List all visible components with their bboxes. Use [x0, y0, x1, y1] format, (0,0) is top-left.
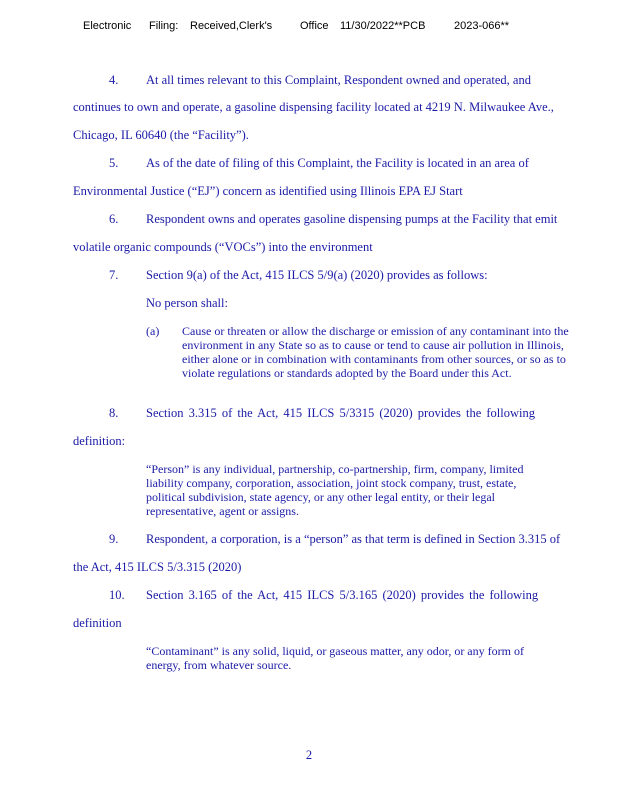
- statute-item-text: Cause or threaten or allow the discharge or emission of any contaminant into the environment in any State so as to cause or tend to cause air pollution in Illinois, either alone or in combination with contaminants from other sources, or so as to violate regulations or standards adopted by the Board under this Act.: [182, 324, 569, 380]
- paragraph-number: 5.: [109, 156, 119, 170]
- contaminant-definition-quote: “Contaminant” is any solid, liquid, or gaseous matter, any odor, or any form of energy, from whatever source.: [146, 644, 524, 672]
- paragraph-6-line-2: volatile organic compounds (“VOCs”) into the environment: [73, 240, 373, 254]
- header-filing: Filing:: [149, 20, 179, 32]
- paragraph-number: 9.: [109, 532, 119, 546]
- header-case-number: 2023-066**: [454, 20, 510, 32]
- paragraph-5-line-2: Environmental Justice (“EJ”) concern as identified using Illinois EPA EJ Start: [73, 184, 463, 198]
- paragraph-10-line-2: definition: [73, 616, 122, 630]
- paragraph-8-line-2: definition:: [73, 434, 126, 448]
- header-date: 11/30/2022**PCB: [340, 20, 426, 32]
- paragraph-4-line-1: At all times relevant to this Complaint, Respondent owned and operated, and: [146, 73, 531, 87]
- header-received: Received,Clerk's: [190, 20, 273, 32]
- page-number: 2: [305, 748, 313, 762]
- paragraph-4-line-2: continues to own and operate, a gasoline dispensing facility located at 4219 N. Milwaukee Ave.,: [73, 100, 554, 114]
- paragraph-10-line-1: Section 3.165 of the Act, 415 ILCS 5/3.165 (2020) provides the following: [146, 588, 539, 602]
- statute-item-label: (a): [146, 324, 160, 338]
- paragraph-4-line-3: Chicago, IL 60640 (the “Facility”).: [73, 128, 249, 142]
- paragraph-9-line-1: Respondent, a corporation, is a “person” as that term is defined in Section 3.315 of: [146, 532, 561, 546]
- paragraph-5-line-1: As of the date of filing of this Complaint, the Facility is located in an area of: [146, 156, 529, 170]
- paragraph-7-subheading: No person shall:: [146, 296, 228, 310]
- paragraph-9-line-2: the Act, 415 ILCS 5/3.315 (2020): [73, 560, 242, 574]
- paragraph-number: 8.: [109, 406, 119, 420]
- paragraph-number: 6.: [109, 212, 119, 226]
- paragraph-number: 10.: [109, 588, 125, 602]
- paragraph-6-line-1: Respondent owns and operates gasoline dispensing pumps at the Facility that emit: [146, 212, 558, 226]
- paragraph-8-line-1: Section 3.315 of the Act, 415 ILCS 5/3315 (2020) provides the following: [146, 406, 535, 420]
- header-electronic: Electronic: [83, 20, 132, 32]
- paragraph-number: 7.: [109, 268, 119, 282]
- paragraph-7-line-1: Section 9(a) of the Act, 415 ILCS 5/9(a) (2020) provides as follows:: [146, 268, 488, 282]
- header-office: Office: [300, 20, 329, 32]
- paragraph-number: 4.: [109, 73, 119, 87]
- person-definition-quote: “Person” is any individual, partnership, co-partnership, firm, company, limited liability company, corporation, association, joint stock company, trust, estate, political subdivision, state agency, or any other legal entity, or their legal representative, agent or assigns.: [146, 462, 524, 518]
